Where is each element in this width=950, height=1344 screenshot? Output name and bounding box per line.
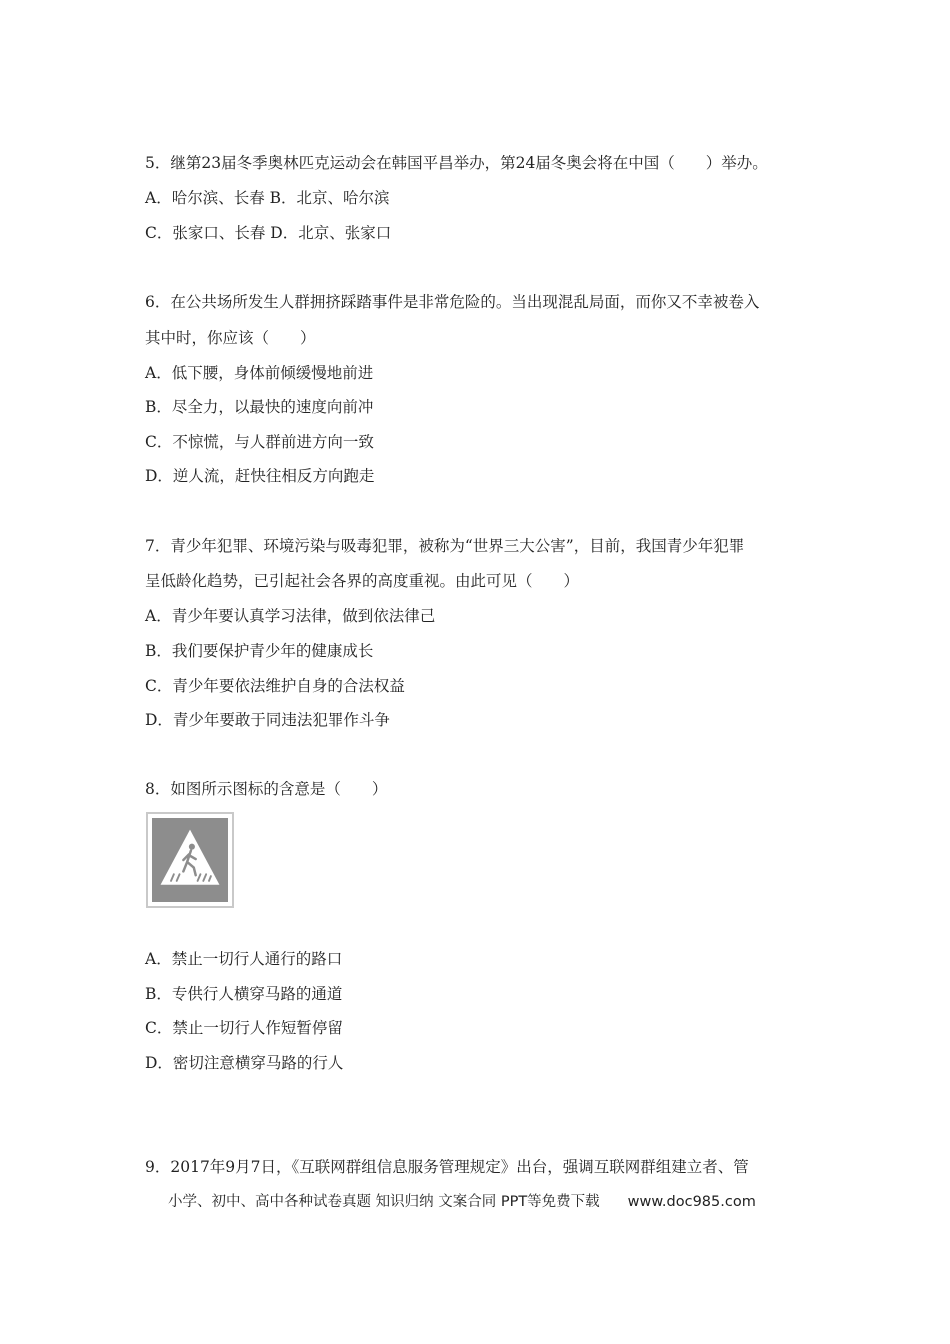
question-8-option-a: A．禁止一切行人通行的路口 <box>145 950 343 968</box>
question-5-stem: 5．继第23届冬季奥林匹克运动会在韩国平昌举办，第24届冬奥会将在中国（ ）举办。 <box>145 154 768 172</box>
pedestrian-crossing-figure <box>152 818 228 902</box>
question-7-option-b: B．我们要保护青少年的健康成长 <box>145 642 374 660</box>
question-8-option-c: C．禁止一切行人作短暂停留 <box>145 1019 343 1037</box>
page-footer <box>168 1192 756 1212</box>
pedestrian-crossing-sign-icon <box>146 812 234 908</box>
footer-text: 小学、初中、高中各种试卷真题 知识归纳 文案合同 PPT等免费下载 <box>168 1194 600 1210</box>
question-7-option-c: C．青少年要依法维护自身的合法权益 <box>145 677 405 695</box>
question-7-stem-line1: 7．青少年犯罪、环境污染与吸毒犯罪，被称为“世界三大公害”，目前，我国青少年犯罪 <box>145 537 745 555</box>
question-6-stem-line1: 6．在公共场所发生人群拥挤踩踏事件是非常危险的。当出现混乱局面，而你又不幸被卷入 <box>145 293 760 311</box>
question-7-stem-line2: 呈低龄化趋势，已引起社会各界的高度重视。由此可见（ ） <box>145 572 580 590</box>
question-8-option-b: B．专供行人横穿马路的通道 <box>145 985 343 1003</box>
question-6-option-a: A．低下腰，身体前倾缓慢地前进 <box>145 364 374 382</box>
question-8-stem: 8．如图所示图标的含意是（ ） <box>145 780 388 798</box>
question-5-options-cd: C．张家口、长春 D．北京、张家口 <box>145 224 392 242</box>
question-6-stem-line2: 其中时，你应该（ ） <box>145 329 316 347</box>
question-6-option-d: D．逆人流，赶快往相反方向跑走 <box>145 467 375 485</box>
question-6-option-b: B．尽全力，以最快的速度向前冲 <box>145 398 374 416</box>
question-8-option-d: D．密切注意横穿马路的行人 <box>145 1054 344 1072</box>
footer-url[interactable]: www.doc985.com <box>627 1194 756 1210</box>
question-9-stem-line1: 9．2017年9月7日，《互联网群组信息服务管理规定》出台，强调互联网群组建立者、管 <box>145 1158 749 1176</box>
question-7-option-a: A．青少年要认真学习法律，做到依法律己 <box>145 607 436 625</box>
question-6-option-c: C．不惊慌，与人群前进方向一致 <box>145 433 374 451</box>
question-5-options-ab: A．哈尔滨、长春 B．北京、哈尔滨 <box>145 189 390 207</box>
question-7-option-d: D．青少年要敢于同违法犯罪作斗争 <box>145 711 390 729</box>
